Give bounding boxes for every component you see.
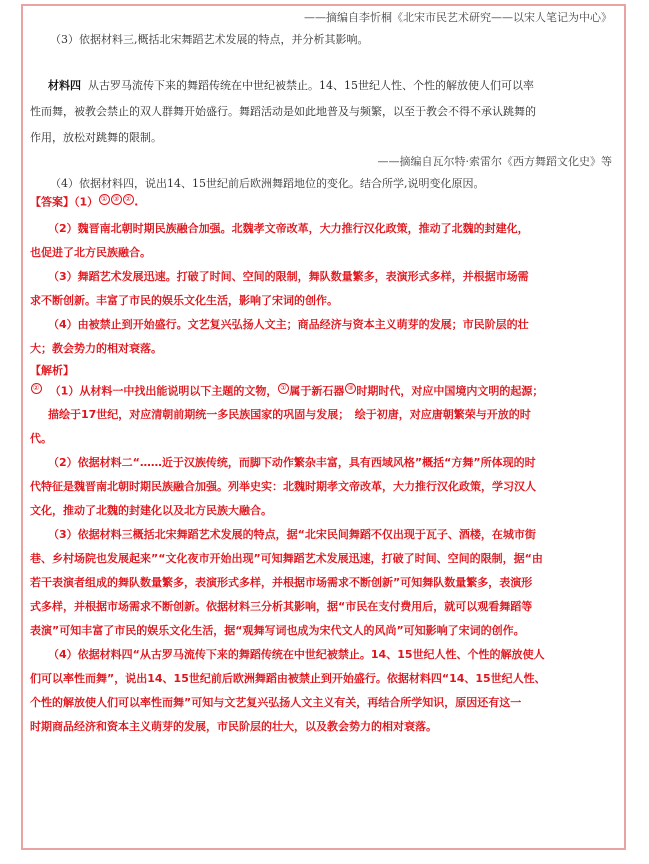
analysis-4-line2: 们可以率性而舞”，说出14、15世纪前后欧洲舞蹈由被禁止到开始盛行。依据材料四“14、15世纪人性、 [30,672,546,686]
answer-2-line1: （2）魏晋南北朝时期民族融合加强。北魏孝文帝改革，大力推行汉化政策，推动了北魏的封建化， [48,221,529,235]
analysis-2-line1: （2）依据材料二“……近于汉族传统，而脚下动作繁杂丰富，具有西域风格”概括“方舞”所体现的时 [48,456,536,470]
material4-line1 [48,78,612,94]
circled-number: ② [31,383,42,394]
circled-number: ① [278,383,289,394]
answer-2-line2: 也促进了北方民族融合。 [30,245,151,259]
material4-line2: 性而舞，被教会禁止的双人群舞开始盛行。舞蹈活动是如此地普及与频繁，以至于教会不得不承认跳舞的 [30,105,536,118]
analysis-4-line4: 时期商品经济和资本主义萌芽的发展，市民阶层的壮大，以及教会势力的相对衰落。 [30,720,437,734]
analysis-1-text-b: 属于新石器 [289,384,345,398]
material4-text1: 从古罗马流传下来的舞蹈传统在中世纪被禁止。14、15世纪人性、个性的解放使人们可以率 [88,79,534,92]
answer-3-line2: 求不断创新。丰富了市民的娱乐文化生活，影响了宋词的创作。 [30,293,338,307]
analysis-2-line2: 代特征是魏晋南北朝时期民族融合加强。列举史实：北魏时期孝文帝改革，大力推行汉化政策，学习汉人 [30,480,536,494]
circled-number: ② [123,194,134,205]
analysis-1-line1 [30,383,612,400]
analysis-1-text-c: 时期时代，对应中国境内文明的起源； [356,384,544,398]
analysis-3-line1: （3）依据材料三概括北宋舞蹈艺术发展的特点，据“北宋民间舞蹈不仅出现于瓦子、酒楼，在城市街 [48,528,536,542]
circled-number: ③ [111,194,122,205]
analysis-1-line3: 代。 [30,432,52,446]
analysis-1-text-a: （1）从材料一中找出能说明以下主题的文物， [49,384,278,398]
question-3: （3）依据材料三,概括北宋舞蹈艺术发展的特点，并分析其影响。 [50,33,369,46]
analysis-2-line3: 文化，推动了北魏的封建化以及北方民族大融合。 [30,504,272,518]
material3-source: ——摘编自李忻桐《北宋市民艺术研究——以宋人笔记为中心》 [304,11,612,24]
circled-number: ③ [345,383,356,394]
analysis-3-line5: 表演”可知丰富了市民的娱乐文化生活，据“观舞写词也成为宋代文人的风尚”可知影响了宋词的创作。 [30,624,525,638]
analysis-tag: 【解析】 [30,363,74,377]
answer-1-prefix: （1） [74,195,99,209]
material4-label: 材料四 [48,79,81,92]
answer-3-line1: （3）舞蹈艺术发展迅速。打破了时间、空间的限制，舞队数量繁多，表演形式多样，并根据市场需 [48,269,529,283]
analysis-4-line1: （4）依据材料四“从古罗马流传下来的舞蹈传统在中世纪被禁止。14、15世纪人性、个性的解放使人 [48,648,545,662]
material4-source: ——摘编自瓦尔特·索雷尔《西方舞蹈文化史》等 [377,155,612,168]
answer-1: 【答案】（1） ① ③ ② . [30,195,139,209]
answer-tag: 【答案】 [30,195,74,209]
answer-4-line1: （4）由被禁止到开始盛行。文艺复兴弘扬人文主；商品经济与资本主义萌芽的发展；市民阶层的壮 [48,317,529,331]
circled-number: ① [99,194,110,205]
document-content [30,10,612,735]
question-4: （4）依据材料四，说出14、15世纪前后欧洲舞蹈地位的变化。结合所学,说明变化原因。 [50,177,485,190]
answer-4-line2: 大；教会势力的相对衰落。 [30,341,162,355]
analysis-1-line2: 描绘于17世纪，对应清朝前期统一多民族国家的巩固与发展； 绘于初唐，对应唐朝繁荣与开放的时 [48,408,531,422]
analysis-3-line3: 若干表演者组成的舞队数量繁多，表演形式多样，并根据市场需求不断创新”可知舞队数量繁多，表演形 [30,576,533,590]
material4-line3: 作用，放松对跳舞的限制。 [30,131,162,144]
analysis-4-line3: 个性的解放使人们可以率性而舞”可知与文艺复兴弘扬人文主义有关，再结合所学知识，原因还有这一 [30,696,522,710]
analysis-3-line4: 式多样，并根据市场需求不断创新。依据材料三分析其影响，据“市民在支付费用后，就可以观看舞蹈等 [30,600,533,614]
analysis-3-line2: 巷、乡村场院也发展起来”“文化夜市开始出现”可知舞蹈艺术发展迅速，打破了时间、空间的限制，据“由 [30,552,543,566]
